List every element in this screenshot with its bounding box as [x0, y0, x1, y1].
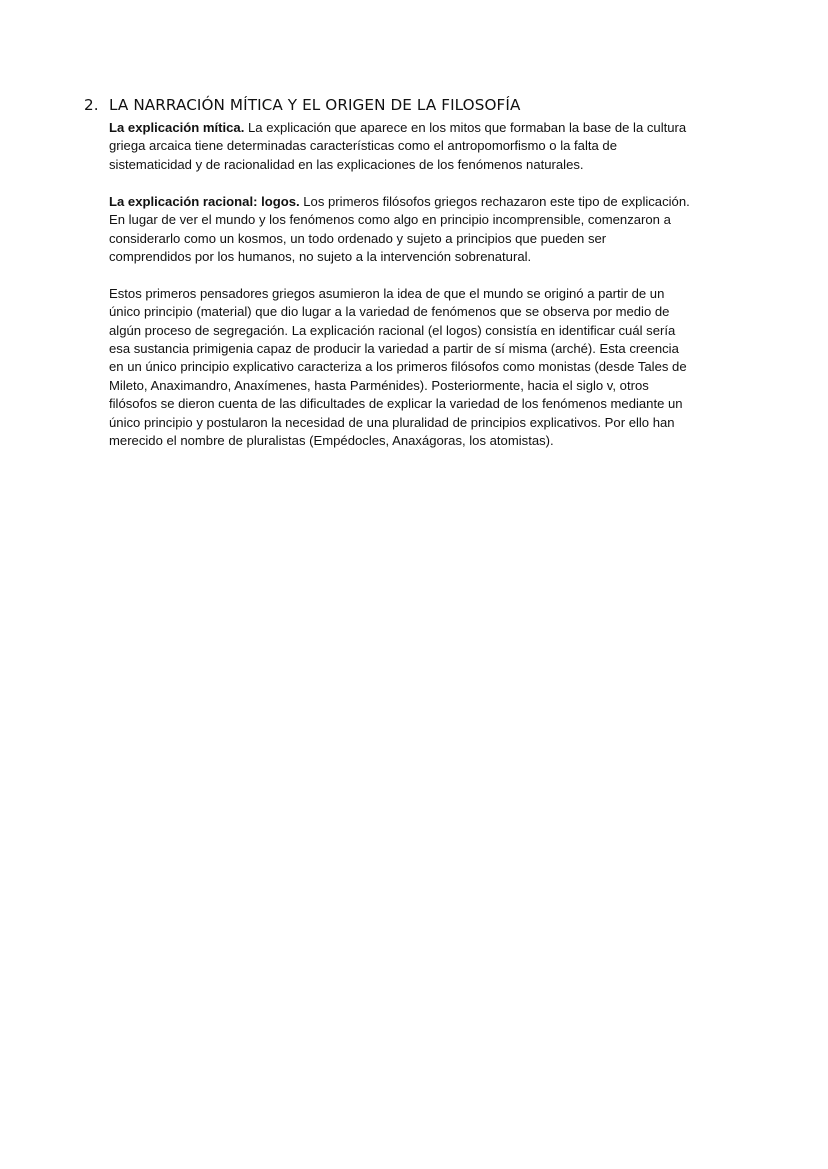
section-title: LA NARRACIÓN MÍTICA Y EL ORIGEN DE LA FILOSOFÍA — [109, 96, 521, 114]
paragraph-line: en un único principio explicativo caracteriza a los primeros filósofos como monistas (desde Tales de — [109, 359, 687, 375]
section-content — [109, 119, 734, 469]
section-number: 2. — [84, 96, 99, 114]
section-heading — [84, 96, 744, 114]
paragraph-line — [109, 193, 734, 211]
paragraph-line: Mileto, Anaximandro, Anaxímenes, hasta Parménides). Posteriormente, hacia el siglo v, otros — [109, 377, 649, 393]
paragraph-line: Estos primeros pensadores griegos asumieron la idea de que el mundo se originó a partir de un — [109, 285, 665, 301]
paragraph-line: griega arcaica tiene determinadas características como el antropomorfismo o la falta de — [109, 138, 617, 154]
line-text: Los primeros filósofos griegos rechazaron este tipo de explicación. — [299, 193, 690, 209]
paragraph-line: sistematicidad y de racionalidad en las explicaciones de los fenómenos naturales. — [109, 156, 584, 172]
paragraph-line: merecido el nombre de pluralistas (Empédocles, Anaxágoras, los atomistas). — [109, 433, 554, 449]
paragraph-line: comprendidos por los humanos, no sujeto a la intervención sobrenatural. — [109, 248, 532, 264]
paragraph-first-thinkers — [109, 285, 734, 451]
paragraph-heading: La explicación racional: logos. — [109, 193, 300, 209]
paragraph-heading: La explicación mítica. — [109, 120, 245, 135]
paragraph-line — [109, 119, 734, 137]
paragraph-line: único principio (material) que dio lugar a la variedad de fenómenos que se observa por medio de — [109, 304, 670, 320]
paragraph-line: En lugar de ver el mundo y los fenómenos como algo en principio incomprensible, comenzaron a — [109, 212, 671, 228]
paragraph-line: esa sustancia primigenia capaz de producir la variedad a partir de sí misma (arché). Esta creencia — [109, 341, 679, 357]
paragraph-line: filósofos se dieron cuenta de las dificultades de explicar la variedad de los fenómenos mediante un — [109, 396, 683, 412]
paragraph-line: único principio y postularon la necesidad de una pluralidad de principios explicativos. Por ello han — [109, 414, 675, 430]
paragraph-rational-explanation — [109, 193, 734, 267]
paragraph-line: algún proceso de segregación. La explicación racional (el logos) consistía en identificar cuál sería — [109, 322, 676, 338]
paragraph-mythical-explanation — [109, 119, 734, 174]
paragraph-line: considerarlo como un kosmos, un todo ordenado y sujeto a principios que pueden ser — [109, 230, 607, 246]
line-text: La explicación que aparece en los mitos que formaban la base de la cultura — [244, 120, 687, 135]
